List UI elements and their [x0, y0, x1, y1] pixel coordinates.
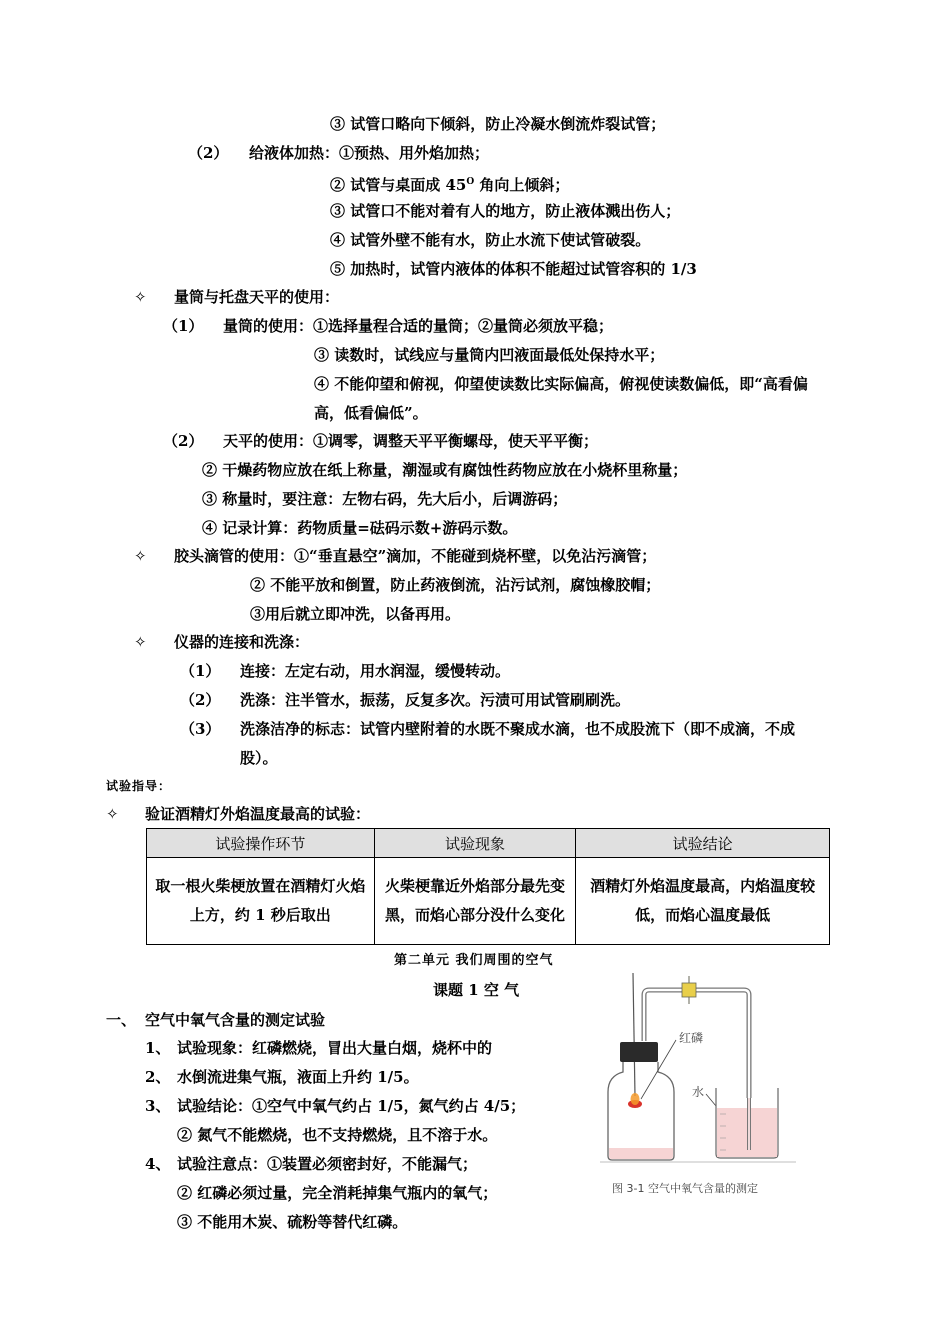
liquid-heating-step-3: ③ 试管口不能对着有人的地方，防止液体溅出伤人； — [330, 202, 681, 220]
cylinder-step-4-cont: 高，低看偏低”。 — [314, 404, 428, 422]
section-title: 空气中氧气含量的测定试验 — [145, 1011, 326, 1029]
item-number: （1） — [180, 662, 221, 680]
table-header: 试验结论 — [576, 829, 830, 858]
unit-title: 第二单元 我们周围的空气 — [394, 953, 554, 968]
list-number: 4、 — [145, 1155, 171, 1173]
lesson-title: 课题 1 空 气 — [433, 981, 520, 999]
balance-step-4: ④ 记录计算：药物质量=砝码示数+游码示数。 — [202, 519, 518, 537]
liquid-heating-step-5: ⑤ 加热时，试管内液体的体积不能超过试管容积的 1/3 — [330, 260, 697, 278]
heading-cylinder-balance: 量筒与托盘天平的使用： — [174, 288, 340, 306]
liquid-heating-step-2: ② 试管与桌面成 $45^O$ 角向上倾斜； — [330, 176, 570, 194]
cylinder-step-3: ③ 读数时，试线应与量筒内凹液面最低处保持水平； — [314, 346, 665, 364]
diamond-bullet-icon: ✧ — [134, 633, 147, 651]
ignition-rod — [633, 973, 635, 1096]
cylinder-use: 量筒的使用：①选择量程合适的量筒；②量筒必须放平稳； — [223, 317, 614, 335]
list-item: ③ 不能用木炭、硫粉等替代红磷。 — [177, 1213, 408, 1231]
list-item: 试验现象：红磷燃烧，冒出大量白烟，烧杯中的 — [177, 1039, 493, 1057]
clamp-icon — [682, 983, 696, 997]
flame-experiment-table — [146, 828, 830, 945]
list-item: 试验注意点：①装置必须密封好，不能漏气； — [177, 1155, 478, 1173]
gas-bottle — [608, 1062, 674, 1160]
clean-mark-cont: 股）。 — [240, 749, 278, 767]
section-number: 一、 — [106, 1011, 137, 1029]
clean-mark: 洗涤洁净的标志：试管内壁附着的水既不聚成水滴，也不成股流下（即不成滴，不成 — [240, 720, 796, 738]
liquid-heating: 给液体加热：①预热、用外焰加热； — [249, 144, 490, 162]
list-item: 试验结论：①空气中氧气约占 1/5，氮气约占 4/5； — [177, 1097, 526, 1115]
table-cell: 取一根火柴梗放置在酒精灯火焰上方，约 1 秒后取出 — [147, 858, 375, 945]
item-number: （2） — [180, 691, 221, 709]
flame-icon — [631, 1093, 640, 1105]
table-cell: 火柴梗靠近外焰部分最先变黑，而焰心部分没什么变化 — [374, 858, 576, 945]
item-number: （2） — [163, 432, 204, 450]
heading-flame-experiment: 验证酒精灯外焰温度最高的试验： — [145, 805, 371, 823]
list-item: ② 氮气不能燃烧，也不支持燃烧，且不溶于水。 — [177, 1126, 498, 1144]
connect-rule: 连接：左定右动，用水润湿，缓慢转动。 — [240, 662, 511, 680]
label-water: 水 — [692, 1085, 705, 1099]
balance-use: 天平的使用：①调零，调整天平平衡螺母，使天平平衡； — [223, 432, 599, 450]
list-number: 1、 — [145, 1039, 171, 1057]
heading-experiment-guide: 试验指导： — [106, 779, 172, 793]
table-header: 试验操作环节 — [147, 829, 375, 858]
cylinder-step-4: ④ 不能仰望和俯视，仰望使读数比实际偏高，俯视使读数偏低，即“高看偏 — [314, 375, 808, 393]
bottle-water — [609, 1148, 673, 1159]
figure-caption: 图 3-1 空气中氧气含量的测定 — [612, 1182, 758, 1195]
balance-step-3: ③ 称量时，要注意：左物右码，先大后小，后调游码； — [202, 490, 568, 508]
list-number: 2、 — [145, 1068, 171, 1086]
label-red-phosphorus: 红磷 — [679, 1031, 704, 1045]
list-item: 水倒流进集气瓶，液面上升约 1/5。 — [177, 1068, 419, 1086]
dropper-use: 胶头滴管的使用：①“垂直悬空”滴加，不能碰到烧杯壁，以免沾污滴管； — [174, 547, 657, 565]
diamond-bullet-icon: ✧ — [134, 288, 147, 306]
list-number: 3、 — [145, 1097, 171, 1115]
balance-step-2: ② 干燥药物应放在纸上称量，潮湿或有腐蚀性药物应放在小烧杯里称量； — [202, 461, 688, 479]
table-cell: 酒精灯外焰温度最高，内焰温度较低，而焰心温度最低 — [576, 858, 830, 945]
diamond-bullet-icon: ✧ — [106, 805, 119, 823]
table-header: 试验现象 — [374, 829, 576, 858]
item-number: （3） — [180, 720, 221, 738]
diamond-bullet-icon: ✧ — [134, 547, 147, 565]
liquid-heating-step-4: ④ 试管外壁不能有水，防止水流下使试管破裂。 — [330, 231, 651, 249]
table-header-row — [147, 829, 830, 858]
list-item: ② 红磷必须过量，完全消耗掉集气瓶内的氧气； — [177, 1184, 498, 1202]
table-row — [147, 858, 830, 945]
rubber-stopper — [620, 1042, 658, 1062]
dropper-step-2: ② 不能平放和倒置，防止药液倒流，沾污试剂，腐蚀橡胶帽； — [250, 576, 661, 594]
oxygen-measurement-apparatus — [598, 968, 798, 1173]
item-number: （1） — [163, 317, 204, 335]
dropper-step-3: ③用后就立即冲洗，以备再用。 — [250, 605, 461, 623]
wash-rule: 洗涤：注半管水，振荡，反复多次。污渍可用试管刷刷洗。 — [240, 691, 631, 709]
item-number: （2） — [188, 144, 229, 162]
heating-step-3: ③ 试管口略向下倾斜，防止冷凝水倒流炸裂试管； — [330, 115, 666, 133]
heading-connect-wash: 仪器的连接和洗涤： — [174, 633, 310, 651]
